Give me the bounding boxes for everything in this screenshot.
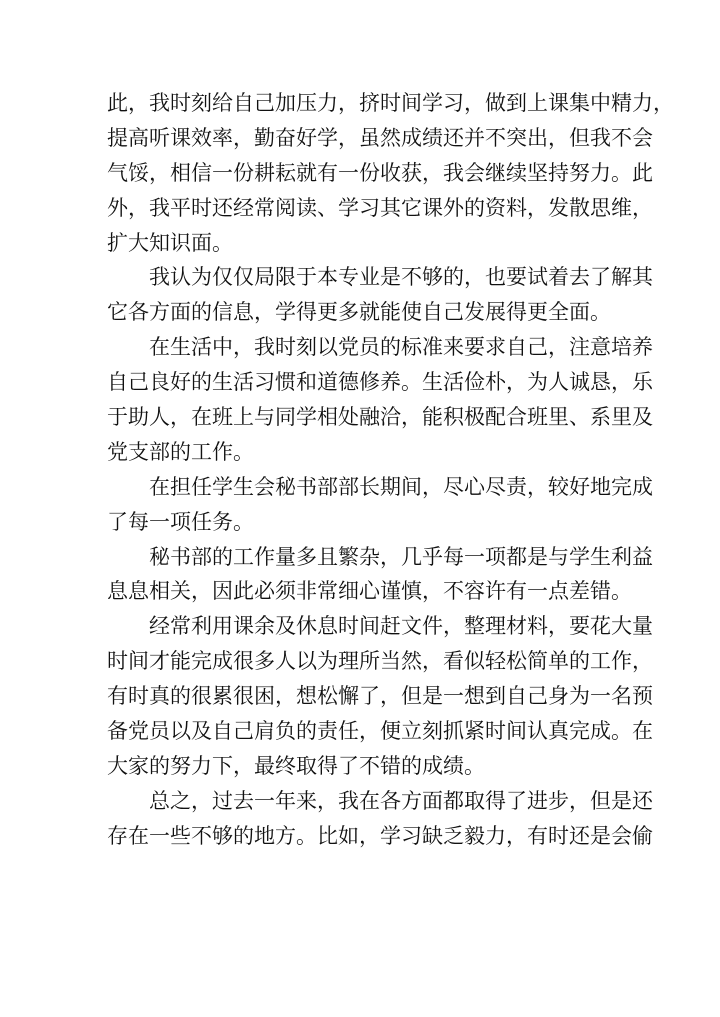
text-line: 党支部的工作。 [107,439,254,464]
text-line: 总之，过去一年来，我在各方面都取得了进步，但是还 [149,788,653,813]
paragraph [107,260,653,330]
text-line: 在生活中，我时刻以党员的标准来要求自己，注意培养 [149,335,653,360]
text-line: 息息相关，因此必须非常细心谨慎，不容许有一点差错。 [107,579,632,604]
text-line: 秘书部的工作量多且繁杂，几乎每一项都是与学生利益 [149,544,653,569]
text-line: 外，我平时还经常阅读、学习其它课外的资料，发散思维， [107,195,653,220]
text-line: 在担任学生会秘书部部长期间，尽心尽责，较好地完成 [149,474,653,499]
paragraph [107,86,674,260]
text-line: 此，我时刻给自己加压力，挤时间学习，做到上课集中精力， [107,91,674,115]
text-line: 大家的努力下，最终取得了不错的成绩。 [107,753,485,778]
text-line: 自己良好的生活习惯和道德修养。生活俭朴，为人诚恳，乐 [107,370,653,395]
text-line: 气馁，相信一份耕耘就有一份收获，我会继续坚持努力。此 [107,160,653,185]
text-line: 于助人，在班上与同学相处融洽，能积极配合班里、系里及 [107,405,653,430]
text-line: 备党员以及自己肩负的责任，便立刻抓紧时间认真完成。在 [107,719,653,744]
text-line: 经常利用课余及休息时间赶文件，整理材料，要花大量 [149,614,653,639]
document-body [107,86,674,854]
paragraph [107,784,653,854]
paragraph [107,540,653,610]
text-line: 存在一些不够的地方。比如，学习缺乏毅力，有时还是会偷 [107,823,653,848]
text-line: 它各方面的信息，学得更多就能使自己发展得更全面。 [107,300,611,325]
text-line: 有时真的很累很困，想松懈了，但是一想到自己身为一名预 [107,684,653,709]
text-line: 了每一项任务。 [107,509,254,534]
text-line: 时间才能完成很多人以为理所当然，看似轻松简单的工作， [107,649,653,674]
paragraph [107,470,653,540]
paragraph [107,330,653,470]
text-line: 扩大知识面。 [107,230,233,255]
paragraph [107,609,653,783]
text-line: 我认为仅仅局限于本专业是不够的，也要试着去了解其 [149,265,653,290]
text-line: 提高听课效率，勤奋好学，虽然成绩还并不突出，但我不会 [107,125,653,150]
